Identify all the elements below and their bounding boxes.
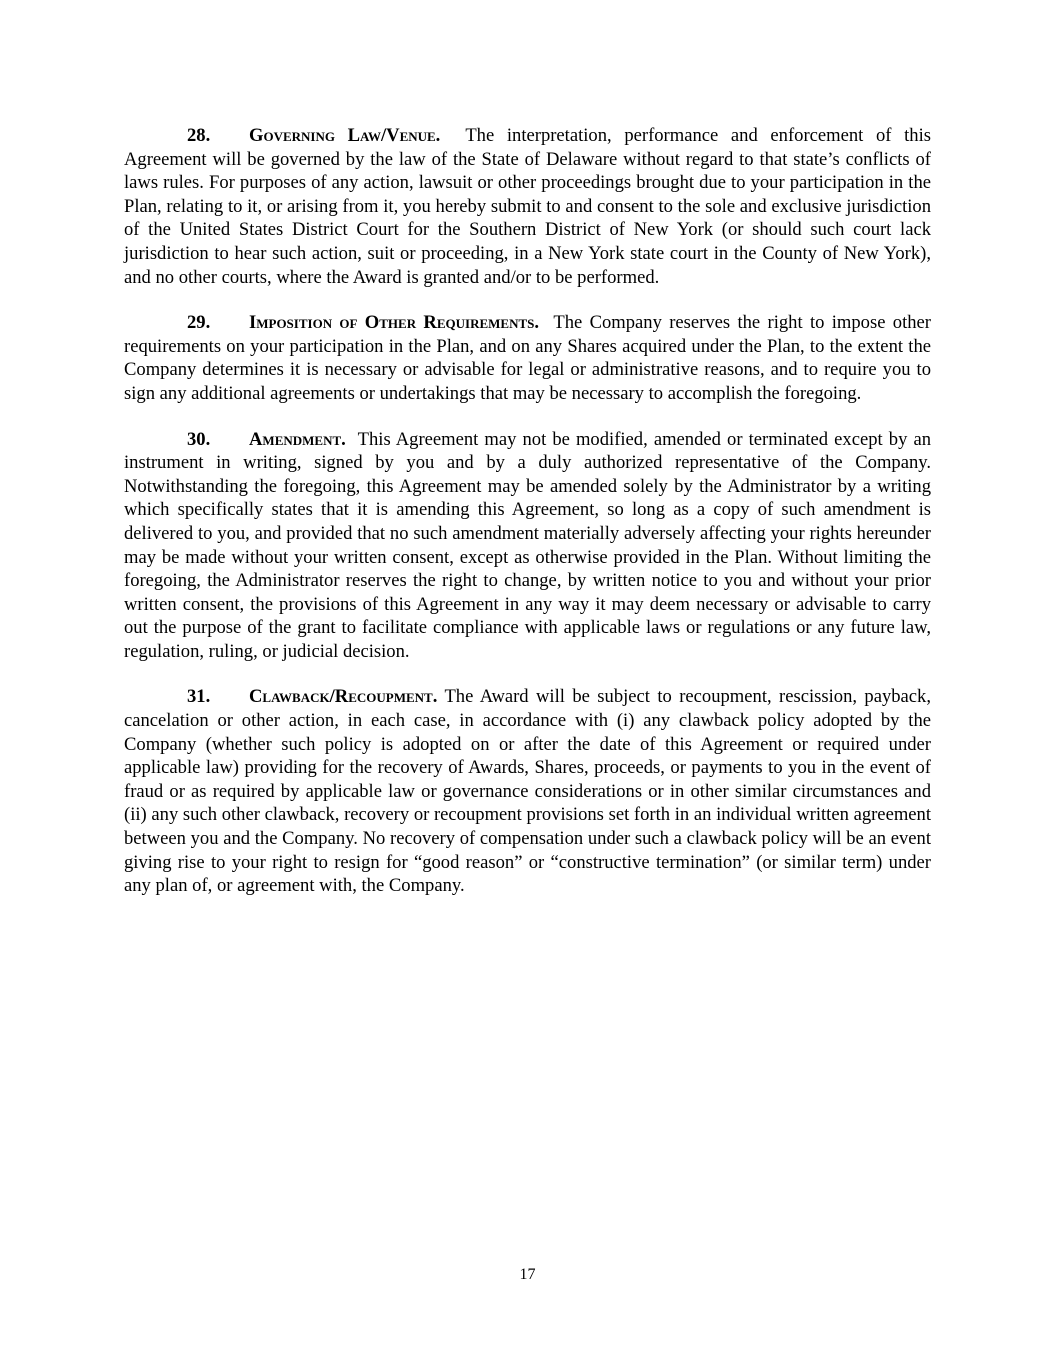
section-number: 30.	[187, 428, 211, 450]
section-28	[124, 124, 931, 289]
section-text: The Company reserves the right to impose other requirements on your participation in the Plan, and on any Shares acquired under the Plan, to the extent the Company determines it is necessary or advisable for legal or administrative reasons, and to require you to sign any additional agreements or undertakings that may be necessary to accomplish the foregoing.	[124, 312, 932, 404]
section-number: 31.	[187, 686, 211, 708]
section-31	[124, 685, 931, 897]
section-number: 29.	[187, 312, 211, 334]
document-body	[124, 124, 931, 920]
section-text: The interpretation, performance and enforcement of this Agreement will be governed by the law of the State of Delaware without regard to that state’s conflicts of laws rules. For purposes of any action, lawsuit or other proceedings brought due to your participation in the Plan, relating to it, or arising from it, you hereby submit to and consent to the sole and exclusive jurisdiction of the United States District Court for the Southern District of New York (or should such court lack jurisdiction to hear such action, suit or proceeding, in a New York state court in the County of New York), and no other courts, where the Award is granted and/or to be performed.	[124, 125, 931, 288]
section-text: This Agreement may not be modified, amended or terminated except by an instrument in writing, signed by you and by a duly authorized representative of the Company. Notwithstanding the foregoing, this Agreement may be amended solely by the Administrator by a writing which specifically states that it is amending this Agreement, so long as a copy of such amendment is delivered to you, and provided that no such amendment materially adversely affecting your rights hereunder may be made without your written consent, except as otherwise provided in the Plan. Without limiting the foregoing, the Administrator reserves the right to change, by written notice to you and without your prior written consent, the provisions of this Agreement in any way it may deem necessary or advisable to carry out the purpose of the grant to facilitate compliance with applicable laws or regulations or any future law, regulation, ruling, or judicial decision.	[124, 428, 931, 662]
section-29	[124, 311, 931, 405]
section-text: The Award will be subject to recoupment, rescission, payback, cancelation or other action, in each case, in accordance with (i) any clawback policy adopted by the Company (whether such policy is adopted on or after the date of this Agreement or required under applicable law) providing for the recovery of Awards, Shares, proceeds, or payments to you in the event of fraud or as required by applicable law or governance considerations or in other similar circumstances and (ii) any such other clawback, recovery or recoupment provisions set forth in an individual written agreement between you and the Company. No recovery of compensation under such a clawback policy will be an event giving rise to your right to resign for “good reason” or “constructive termination” (or similar term) under any plan of, or agreement with, the Company.	[124, 686, 932, 897]
section-title: Imposition of Other Requirements.	[249, 312, 540, 334]
section-number: 28.	[187, 125, 211, 146]
section-30	[124, 428, 931, 664]
section-title: Amendment.	[249, 428, 346, 450]
page-number: 17	[519, 1266, 536, 1283]
section-title: Clawback/Recoupment.	[249, 686, 438, 708]
section-title: Governing Law/Venue.	[249, 125, 441, 146]
